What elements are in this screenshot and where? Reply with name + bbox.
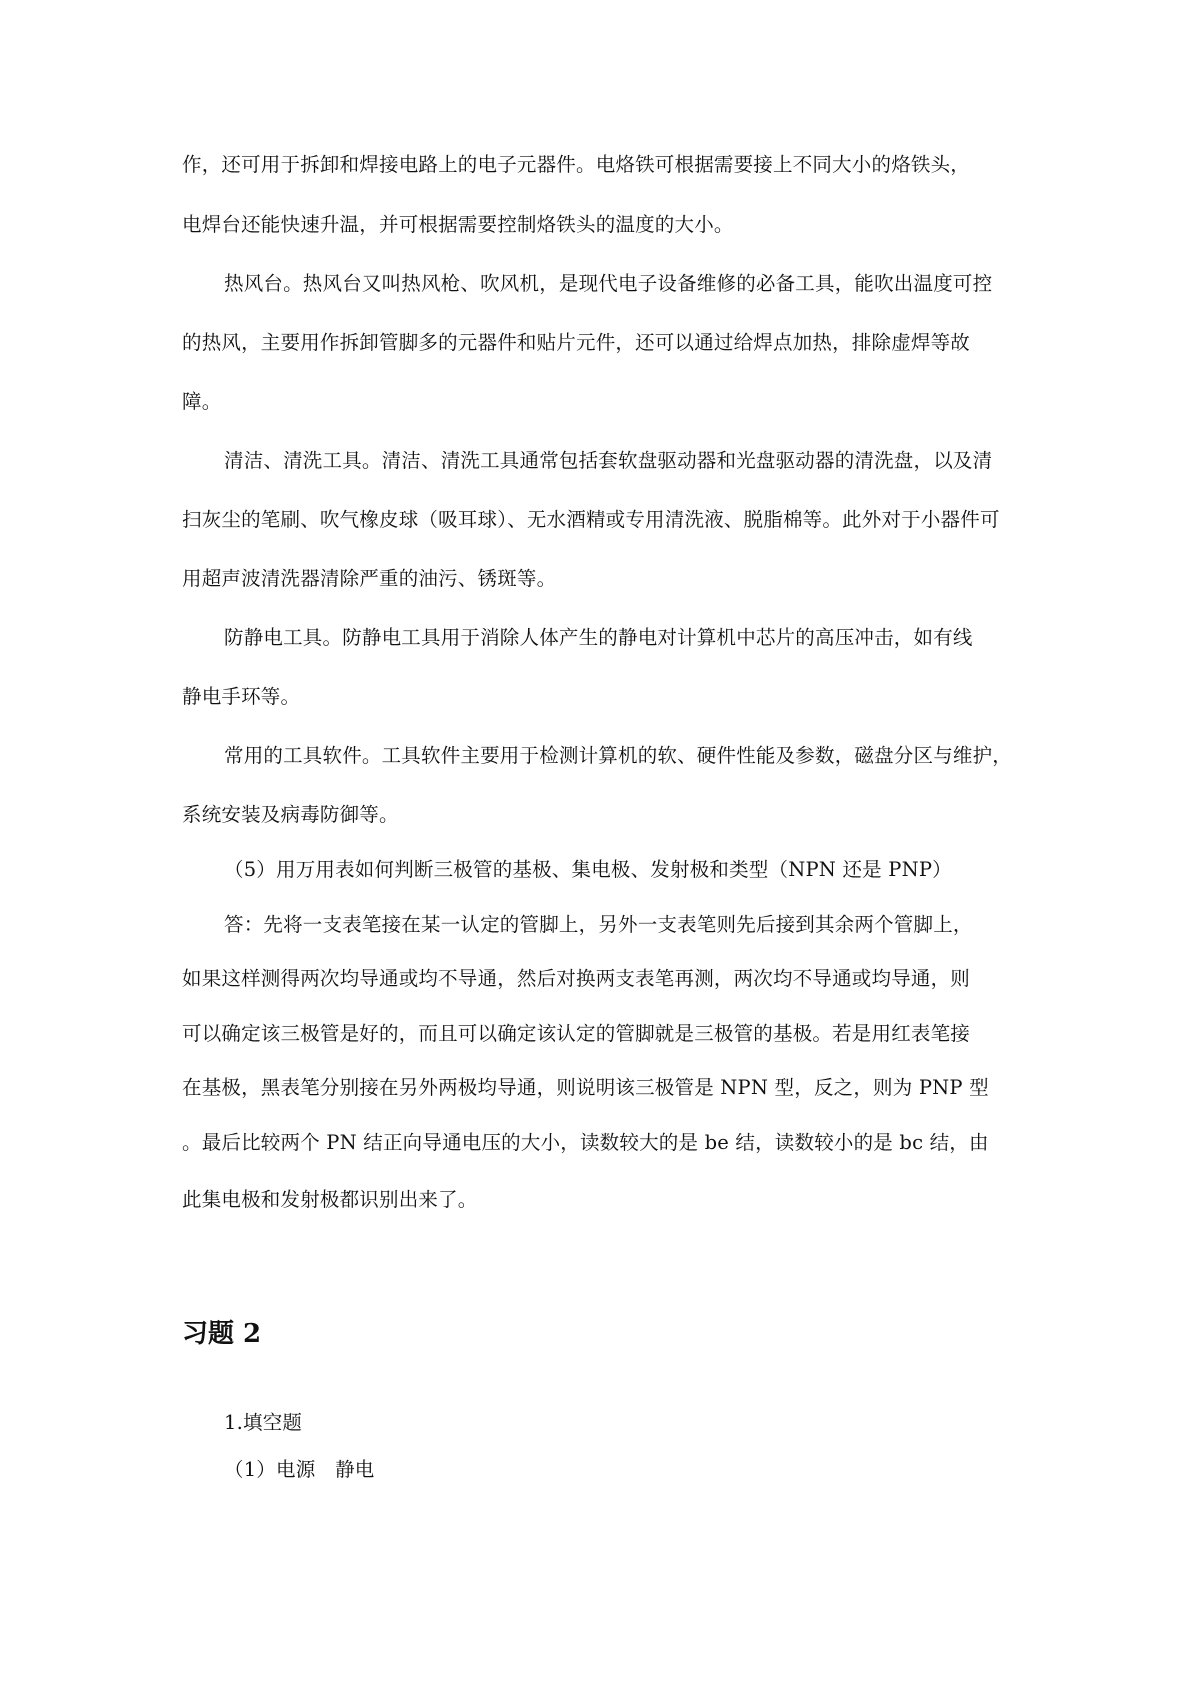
section-heading: 习题 2 [182,1319,262,1349]
body-text-line: 电焊台还能快速升温，并可根据需要控制烙铁头的温度的大小。 [182,213,734,236]
body-text-line: 障。 [182,390,222,413]
body-text-line: 扫灰尘的笔刷、吹气橡皮球（吸耳球）、无水酒精或专用清洗液、脱脂棉等。此外对于小器件可 [182,508,1000,531]
body-text-line: 清洁、清洗工具。清洁、清洗工具通常包括套软盘驱动器和光盘驱动器的清洗盘，以及清 [224,449,993,472]
body-text-line: 的热风，主要用作拆卸管脚多的元器件和贴片元件，还可以通过给焊点加热，排除虚焊等故 [182,331,971,354]
body-text-line: 防静电工具。防静电工具用于消除人体产生的静电对计算机中芯片的高压冲击，如有线 [224,626,973,649]
answer-text-line: 可以确定该三极管是好的，而且可以确定该认定的管脚就是三极管的基极。若是用红表笔接 [182,1022,971,1045]
body-text-line: 常用的工具软件。工具软件主要用于检测计算机的软、硬件性能及参数，磁盘分区与维护， [224,744,1013,767]
question-text: （5）用万用表如何判断三极管的基极、集电极、发射极和类型（NPN 还是 PNP） [224,858,952,881]
body-text-line: 作，还可用于拆卸和焊接电路上的电子元器件。电烙铁可根据需要接上不同大小的烙铁头， [182,153,971,176]
body-text-line: 静电手环等。 [182,685,301,708]
answer-text-line: 此集电极和发射极都识别出来了。 [182,1188,478,1211]
exercise-title: 1.填空题 [224,1411,303,1434]
body-text-line: 系统安装及病毒防御等。 [182,803,399,826]
answer-text-line: 答：先将一支表笔接在某一认定的管脚上，另外一支表笔则先后接到其余两个管脚上， [224,913,973,936]
answer-text-line: 如果这样测得两次均导通或均不导通，然后对换两支表笔再测，两次均不导通或均导通，则 [182,967,971,990]
body-text-line: 用超声波清洗器清除严重的油污、锈斑等。 [182,567,557,590]
body-text-line: 热风台。热风台又叫热风枪、吹风机，是现代电子设备维修的必备工具，能吹出温度可控 [224,272,993,295]
answer-text-line: 。最后比较两个 PN 结正向导通电压的大小，读数较大的是 be 结，读数较小的是 bc 结，由 [182,1131,989,1154]
exercise-item: （1）电源 静电 [224,1458,375,1481]
answer-text-line: 在基极，黑表笔分别接在另外两极均导通，则说明该三极管是 NPN 型，反之，则为 PNP 型 [182,1076,989,1099]
